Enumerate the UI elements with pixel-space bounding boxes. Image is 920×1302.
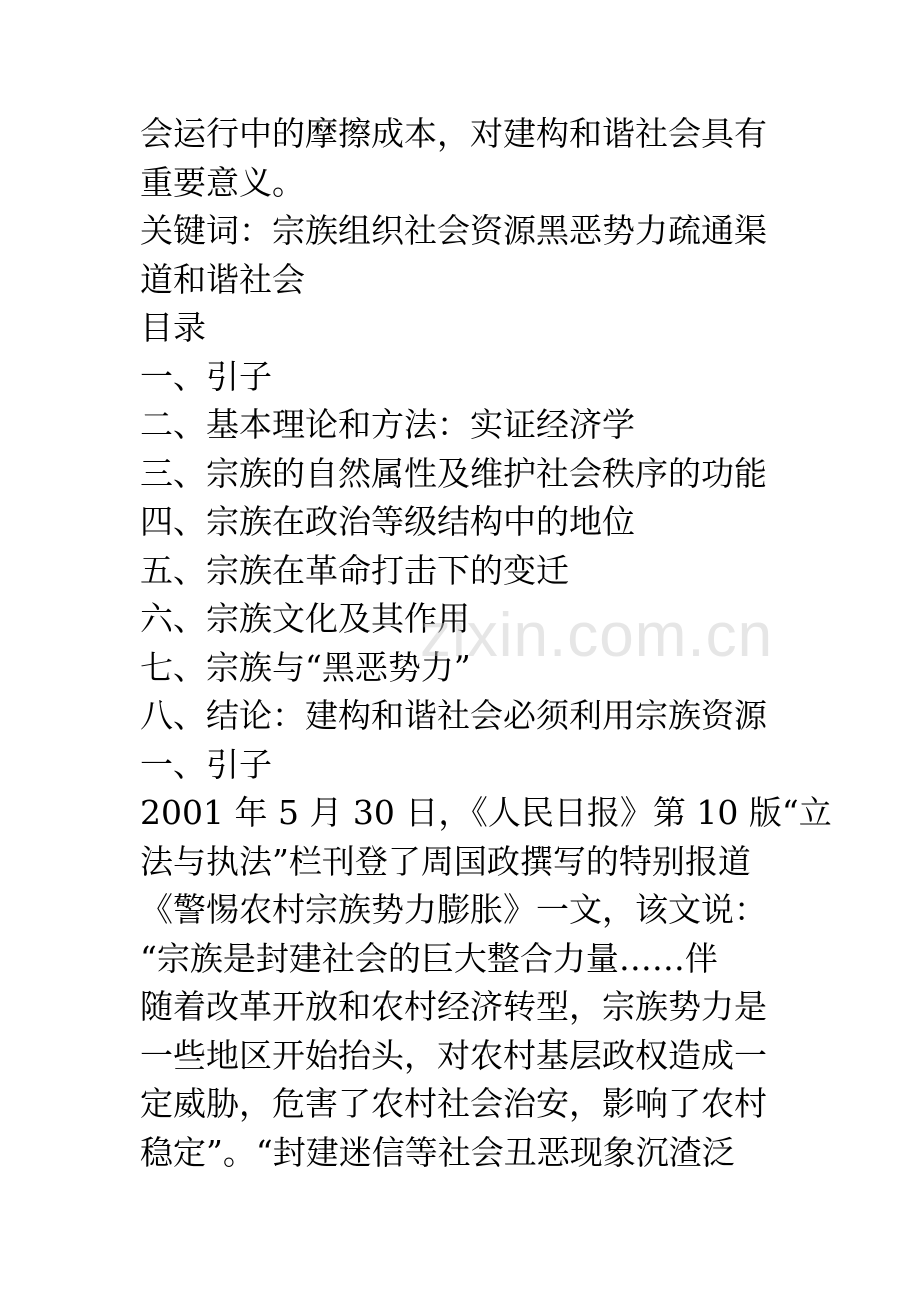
paragraph-line: 法与执法”栏刊登了周国政撰写的特别报道 [140, 841, 751, 881]
text-line: 重要意义。 [140, 162, 305, 202]
paragraph-line: 《警惕农村宗族势力膨胀》一文，该文说： [140, 890, 767, 929]
toc-item: 六、宗族文化及其作用 [140, 599, 470, 638]
paragraph-line: 一些地区开始抬头，对农村基层政权造成一 [140, 1035, 767, 1075]
paragraph-line: 2001 年 5 月 30 日，《人民日报》第 10 版“立 [140, 793, 832, 832]
paragraph-line: 稳定”。“封建迷信等社会丑恶现象沉渣泛 [140, 1132, 735, 1172]
toc-item: 四、宗族在政治等级结构中的地位 [140, 502, 635, 541]
toc-item: 三、宗族的自然属性及维护社会秩序的功能 [140, 453, 767, 493]
section-heading: 一、引子 [140, 744, 272, 784]
watermark-text: zixin.com.cn [420, 601, 774, 670]
paragraph-line: 随着改革开放和农村经济转型，宗族势力是 [140, 987, 767, 1026]
toc-heading: 目录 [140, 308, 206, 347]
paragraph-line: 定威胁，危害了农村社会治安，影响了农村 [140, 1084, 767, 1123]
paragraph-line: “宗族是封建社会的巨大整合力量……伴 [140, 938, 718, 978]
keywords-line: 关键词：宗族组织社会资源黑恶势力疏通渠 [140, 211, 767, 250]
toc-item: 八、结论：建构和谐社会必须利用宗族资源 [140, 696, 767, 735]
keywords-line: 道和谐社会 [140, 259, 305, 299]
toc-item: 一、引子 [140, 356, 272, 396]
toc-item: 七、宗族与“黑恶势力” [140, 647, 471, 687]
toc-item: 五、宗族在革命打击下的变迁 [140, 550, 569, 590]
toc-item: 二、基本理论和方法：实证经济学 [140, 405, 635, 444]
text-line: 会运行中的摩擦成本，对建构和谐社会具有 [140, 114, 767, 153]
